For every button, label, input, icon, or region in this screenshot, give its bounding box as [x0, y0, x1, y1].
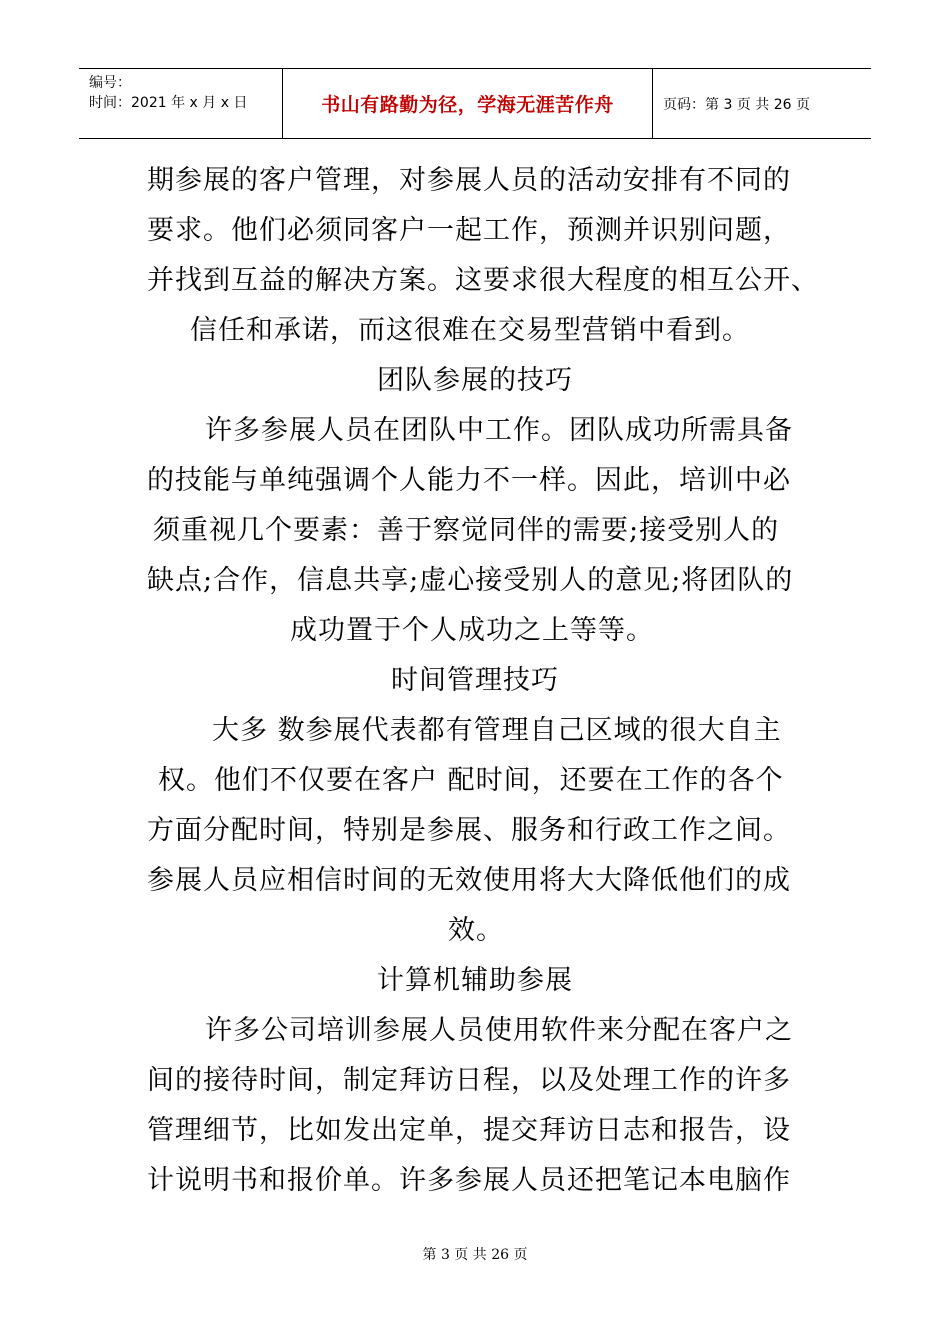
paragraph-line: 期参展的客户管理，对参展人员的活动安排有不同的 — [147, 165, 791, 196]
paragraph-line: 大多 数参展代表都有管理自己区域的很大自主 — [212, 715, 782, 746]
paragraph-line: 须重视几个要素：善于察觉同伴的需要;接受别人的 — [153, 515, 780, 546]
paragraph-line: 效。 — [448, 915, 504, 946]
paragraph-line: 成功置于个人成功之上等等。 — [290, 615, 654, 646]
paragraph-line: 计说明书和报价单。许多参展人员还把笔记本电脑作 — [147, 1165, 791, 1196]
paragraph-line: 许多公司培训参展人员使用软件来分配在客户之 — [205, 1015, 793, 1046]
paragraph-line: 管理细节，比如发出定单，提交拜访日志和报告，设 — [147, 1115, 791, 1146]
paragraph-line: 间的接待时间，制定拜访日程，以及处理工作的许多 — [147, 1065, 791, 1096]
paragraph-line: 参展人员应相信时间的无效使用将大大降低他们的成 — [147, 865, 791, 896]
paragraph-line: 要求。他们必须同客户一起工作，预测并识别问题， — [147, 215, 791, 246]
paragraph-line: 许多参展人员在团队中工作。团队成功所需具备 — [205, 415, 793, 446]
paragraph-line: 并找到互益的解决方案。这要求很大程度的相互公开、 — [147, 265, 819, 296]
section-heading: 时间管理技巧 — [391, 665, 559, 696]
paragraph-line: 信任和承诺，而这很难在交易型营销中看到。 — [190, 315, 750, 346]
header-page-info: 页码：第 3 页 共 26 页 — [663, 96, 810, 113]
header-page-info-cell — [653, 69, 871, 138]
section-heading: 团队参展的技巧 — [377, 365, 573, 396]
paragraph-line: 缺点;合作，信息共享;虚心接受别人的意见;将团队的 — [147, 565, 794, 596]
document-number-label: 编号： — [89, 75, 131, 91]
paragraph-line: 方面分配时间，特别是参展、服务和行政工作之间。 — [147, 815, 791, 846]
footer-page-number: 第 3 页 共 26 页 — [422, 1247, 528, 1263]
document-date: 时间：2021 年 x 月 x 日 — [89, 95, 248, 111]
page-header — [79, 68, 871, 139]
paragraph-line: 权。他们不仅要在客户 配时间，还要在工作的各个 — [158, 765, 784, 796]
header-motto: 书山有路勤为径，学海无涯苦作舟 — [321, 94, 614, 116]
header-meta — [79, 69, 283, 138]
paragraph-line: 的技能与单纯强调个人能力不一样。因此，培训中必 — [147, 465, 791, 496]
section-heading: 计算机辅助参展 — [377, 965, 573, 996]
header-motto-cell — [283, 69, 653, 138]
page-footer — [0, 1244, 950, 1264]
